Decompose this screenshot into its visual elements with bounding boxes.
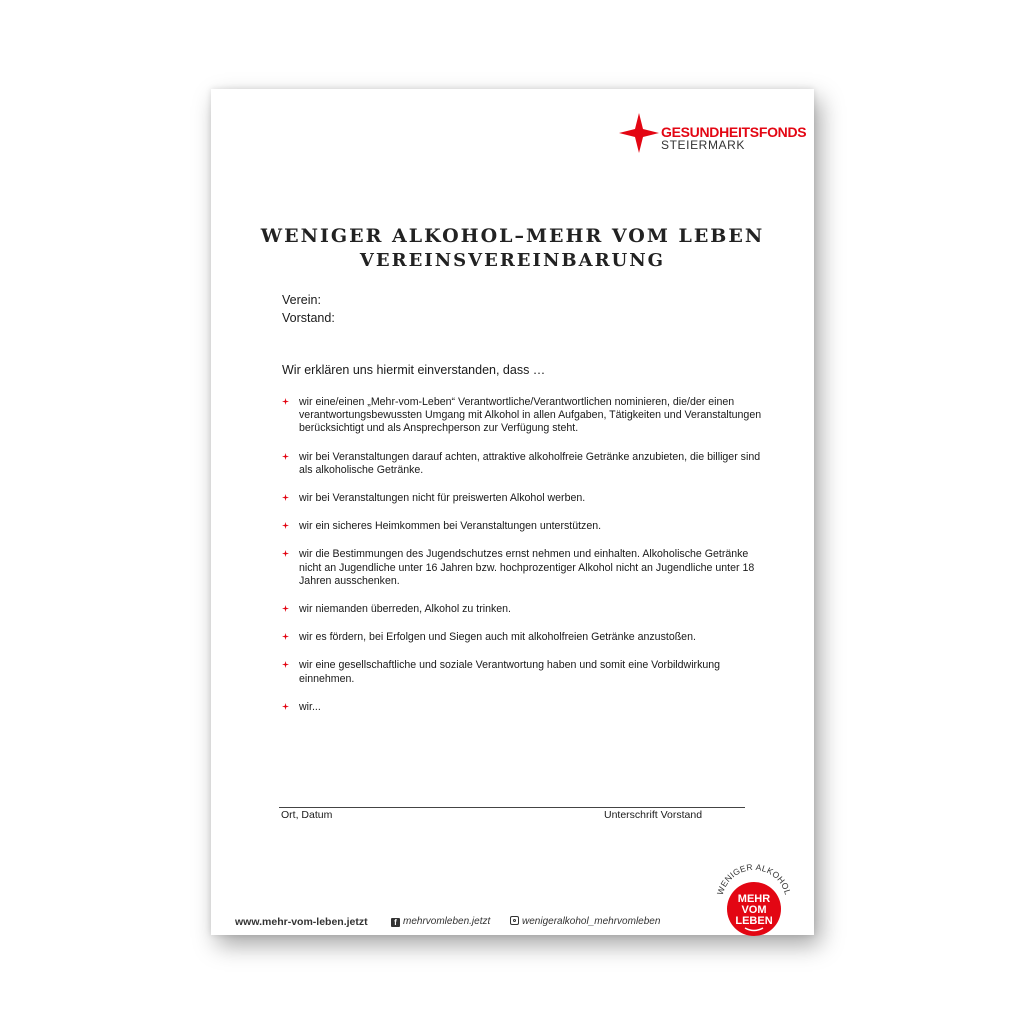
footer-website: www.mehr-vom-leben.jetzt — [235, 916, 368, 928]
list-item — [282, 492, 762, 505]
list-item — [282, 701, 762, 714]
list-item-text: wir niemanden überreden, Alkohol zu trinken. — [299, 603, 511, 616]
verein-label: Verein: — [282, 293, 321, 307]
logo-name: GESUNDHEITSFONDS — [661, 124, 807, 140]
red-star-bullet-icon — [282, 605, 289, 612]
list-item-text: wir bei Veranstaltungen darauf achten, attraktive alkoholfreie Getränke anzubieten, die billiger sind als alkoholische Getränke. — [299, 450, 761, 476]
red-star-icon — [619, 113, 659, 153]
list-item-text: wir ein sicheres Heimkommen bei Veranstaltungen unterstützen. — [299, 520, 602, 533]
instagram-handle: wenigeralkohol_mehrvomleben — [522, 916, 661, 927]
red-star-bullet-icon — [282, 633, 289, 640]
mehr-vom-leben-badge — [714, 860, 794, 940]
place-date-label: Ort, Datum — [281, 809, 333, 821]
list-item — [282, 520, 762, 533]
list-item-text: wir... — [299, 700, 321, 713]
instagram-icon — [510, 916, 519, 925]
red-star-bullet-icon — [282, 398, 289, 405]
logo-subtitle: STEIERMARK — [661, 138, 746, 152]
red-star-bullet-icon — [282, 494, 289, 501]
intro-text: Wir erklären uns hiermit einverstanden, dass … — [282, 363, 546, 377]
footer-instagram — [510, 916, 660, 927]
badge-line3: LEBEN — [735, 915, 773, 927]
facebook-icon: f — [391, 918, 400, 927]
list-item — [282, 631, 762, 644]
list-item — [282, 396, 762, 436]
list-item-text: wir bei Veranstaltungen nicht für preiswerten Alkohol werben. — [299, 492, 586, 505]
document-page — [211, 89, 814, 935]
list-item — [282, 451, 762, 477]
red-star-bullet-icon — [282, 661, 289, 668]
red-star-bullet-icon — [282, 522, 289, 529]
list-item-text: wir eine/einen „Mehr-vom-Leben“ Verantwortliche/Verantwortlichen nominieren, die/der einen verantwortungsbewussten Umgang mit Alkohol in allen Aufgaben, Tätigkeiten und Veranstaltungen berücksichtigt und als Ansprechperson zur Verfügung steht. — [299, 396, 762, 435]
list-item-text: wir es fördern, bei Erfolgen und Siegen auch mit alkoholfreien Getränke anzustoßen. — [299, 631, 696, 644]
badge-line2: VOM — [741, 904, 767, 916]
list-item-text: wir eine gesellschaftliche und soziale Verantwortung haben und somit eine Vorbildwirkung einnehmen. — [299, 659, 721, 685]
red-star-bullet-icon — [282, 550, 289, 557]
list-item-text: wir die Bestimmungen des Jugendschutzes ernst nehmen und einhalten. Alkoholische Getränke nicht an Jugendliche unter 16 Jahren bzw. hochprozentiger Alkohol nicht an Jugendliche unter 18 Jahren ausschenken. — [299, 548, 755, 587]
vorstand-label: Vorstand: — [282, 311, 335, 325]
facebook-handle: mehrvomleben.jetzt — [403, 916, 491, 927]
red-star-bullet-icon — [282, 703, 289, 710]
badge-arc-text: WENIGER ALKOHOL — [714, 861, 794, 897]
signature-line — [279, 807, 745, 808]
badge-line1: MEHR — [737, 893, 771, 905]
red-star-bullet-icon — [282, 453, 289, 460]
document-title: WENIGER ALKOHOL–MEHR VOM LEBEN — [260, 225, 765, 247]
list-item — [282, 659, 762, 685]
agreement-list — [282, 396, 762, 729]
footer-facebook — [391, 916, 490, 927]
list-item — [282, 548, 762, 588]
document-subtitle: VEREINSVEREINBARUNG — [359, 250, 666, 271]
gesundheitsfonds-logo — [619, 113, 809, 157]
list-item — [282, 603, 762, 616]
board-signature-label: Unterschrift Vorstand — [604, 809, 703, 821]
